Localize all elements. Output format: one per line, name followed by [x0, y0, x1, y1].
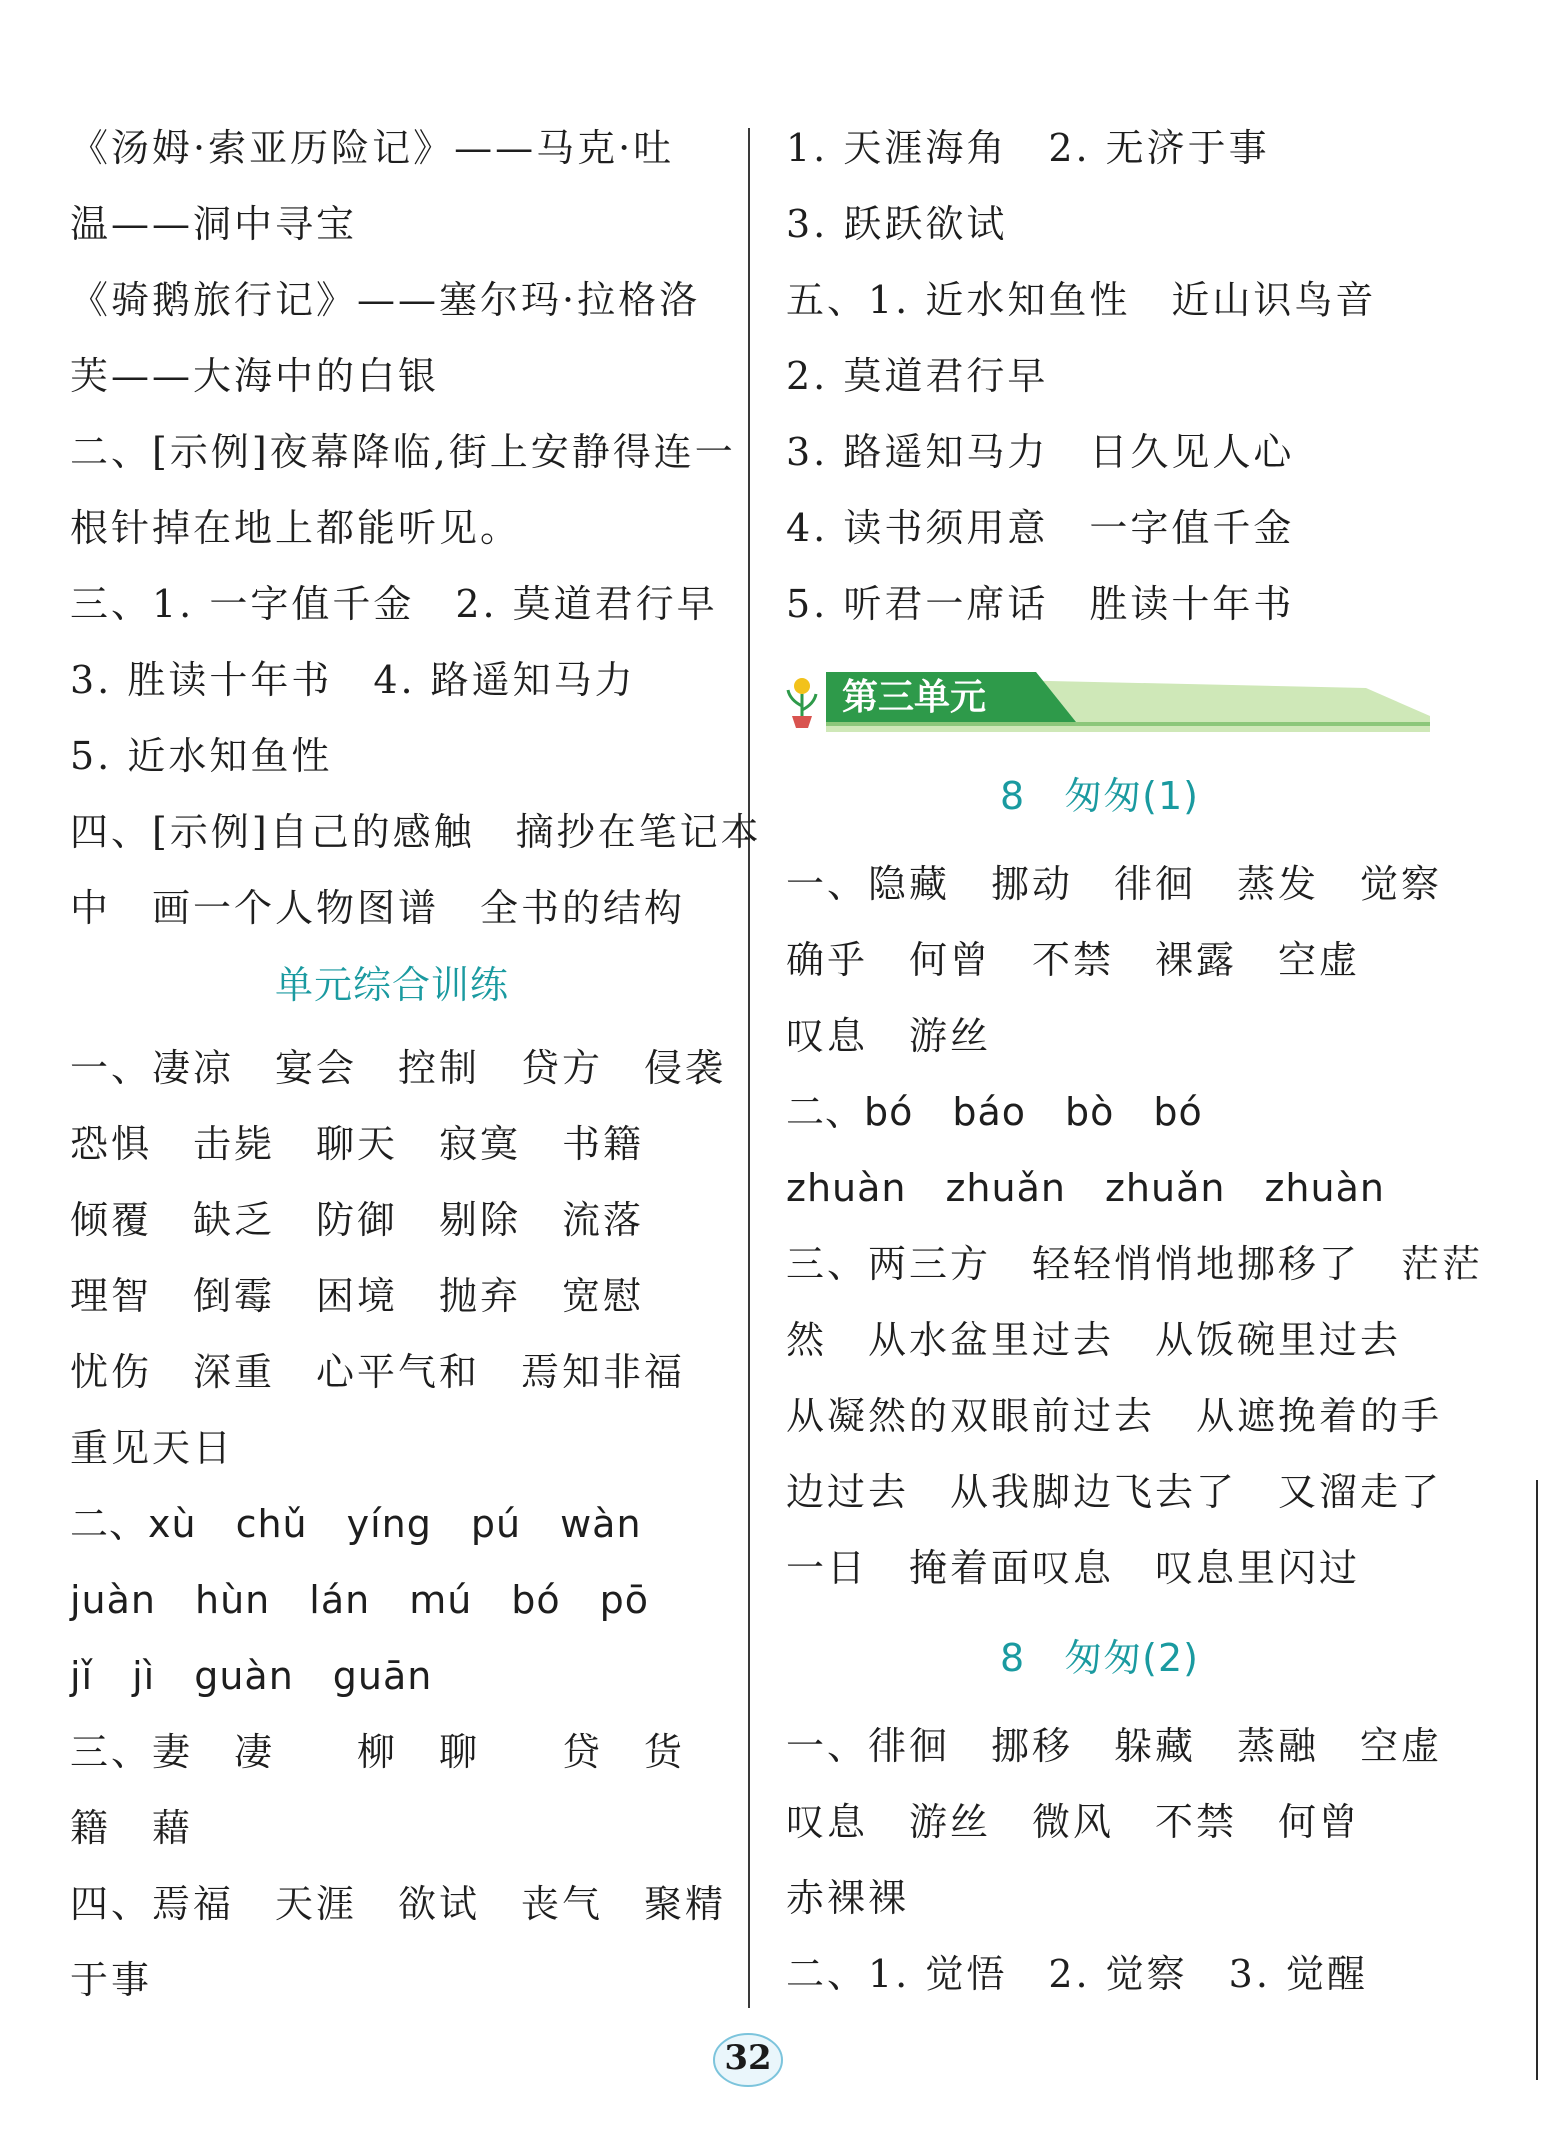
pinyin-line: 二、bó báo bò bó [786, 1090, 1203, 1134]
answer-line: 三、两三方 轻轻悄悄地挪移了 茫茫 [786, 1242, 1484, 1286]
answer-line: 《汤姆·索亚历险记》——马克·吐 [70, 126, 675, 170]
pinyin-line: zhuàn zhuǎn zhuǎn zhuàn [786, 1166, 1385, 1210]
column-divider [748, 128, 750, 2008]
answer-line: 恐惧 击毙 聊天 寂寞 书籍 [70, 1122, 645, 1166]
answer-line: 赤裸裸 [786, 1876, 910, 1920]
answer-line: 忧伤 深重 心平气和 焉知非福 [70, 1350, 686, 1394]
answer-line: 一、徘徊 挪移 躲藏 蒸融 空虚 [786, 1724, 1443, 1768]
answer-line: 根针掉在地上都能听见。 [70, 506, 522, 550]
answer-line: 叹息 游丝 微风 不禁 何曾 [786, 1800, 1361, 1844]
answer-line: 3. 胜读十年书 4. 路遥知马力 [70, 658, 636, 702]
answer-line: 3. 跃跃欲试 [786, 202, 1008, 246]
answer-line: 边过去 从我脚边飞去了 又溜走了 [786, 1470, 1443, 1514]
answer-line: 一日 掩着面叹息 叹息里闪过 [786, 1546, 1361, 1590]
answer-line: 于事 [70, 1958, 153, 2002]
answer-line: 4. 读书须用意 一字值千金 [786, 506, 1295, 550]
answer-line: 四、[示例]自己的感触 摘抄在笔记本 [70, 810, 762, 854]
page-edge-line [1536, 1480, 1538, 2080]
answer-line: 5. 听君一席话 胜读十年书 [786, 582, 1295, 626]
lesson-title-1: 8 匆匆(1) [1000, 774, 1200, 818]
page-number [710, 2030, 786, 2090]
answer-line: 中 画一个人物图谱 全书的结构 [70, 886, 686, 930]
lesson-title-2: 8 匆匆(2) [1000, 1636, 1200, 1680]
unit-banner-title: 第三单元 [842, 677, 987, 718]
section-title-unit-review: 单元综合训练 [275, 963, 510, 1007]
answer-line: 倾覆 缺乏 防御 剔除 流落 [70, 1198, 645, 1242]
answer-line: 重见天日 [70, 1426, 235, 1470]
answer-line: 1. 天涯海角 2. 无济于事 [786, 126, 1270, 170]
answer-line: 二、1. 觉悟 2. 觉察 3. 觉醒 [786, 1952, 1369, 1996]
unit-banner [786, 666, 1430, 732]
page-number-text: 32 [724, 2038, 772, 2078]
answer-line: 确乎 何曾 不禁 裸露 空虚 [786, 938, 1361, 982]
answer-line: 然 从水盆里过去 从饭碗里过去 [786, 1318, 1402, 1362]
answer-line: 叹息 游丝 [786, 1014, 992, 1058]
answer-line: 一、凄凉 宴会 控制 贷方 侵袭 [70, 1046, 727, 1090]
pinyin-line: 二、xù chǔ yíng pú wàn [70, 1502, 642, 1546]
answer-line: 3. 路遥知马力 日久见人心 [786, 430, 1295, 474]
answer-line: 籍 藉 [70, 1806, 194, 1850]
answer-line: 一、隐藏 挪动 徘徊 蒸发 觉察 [786, 862, 1443, 906]
answer-line: 温——洞中寻宝 [70, 202, 358, 246]
answer-line: 五、1. 近水知鱼性 近山识鸟音 [786, 278, 1377, 322]
pinyin-line: juàn hùn lán mú bó pō [70, 1578, 650, 1622]
answer-line: 5. 近水知鱼性 [70, 734, 333, 778]
answer-line: 四、焉福 天涯 欲试 丧气 聚精 [70, 1882, 727, 1926]
answer-line: 2. 莫道君行早 [786, 354, 1049, 398]
answer-line: 三、妻 凄 柳 聊 贷 货 [70, 1730, 686, 1774]
answer-line: 从凝然的双眼前过去 从遮挽着的手 [786, 1394, 1443, 1438]
answer-line: 理智 倒霉 困境 抛弃 宽慰 [70, 1274, 645, 1318]
answer-line: 三、1. 一字值千金 2. 莫道君行早 [70, 582, 718, 626]
answer-line: 芙——大海中的白银 [70, 354, 440, 398]
answer-line: 二、[示例]夜幕降临,街上安静得连一 [70, 430, 736, 474]
answer-line: 《骑鹅旅行记》——塞尔玛·拉格洛 [70, 278, 701, 322]
pinyin-line: jǐ jì guàn guān [70, 1654, 433, 1698]
